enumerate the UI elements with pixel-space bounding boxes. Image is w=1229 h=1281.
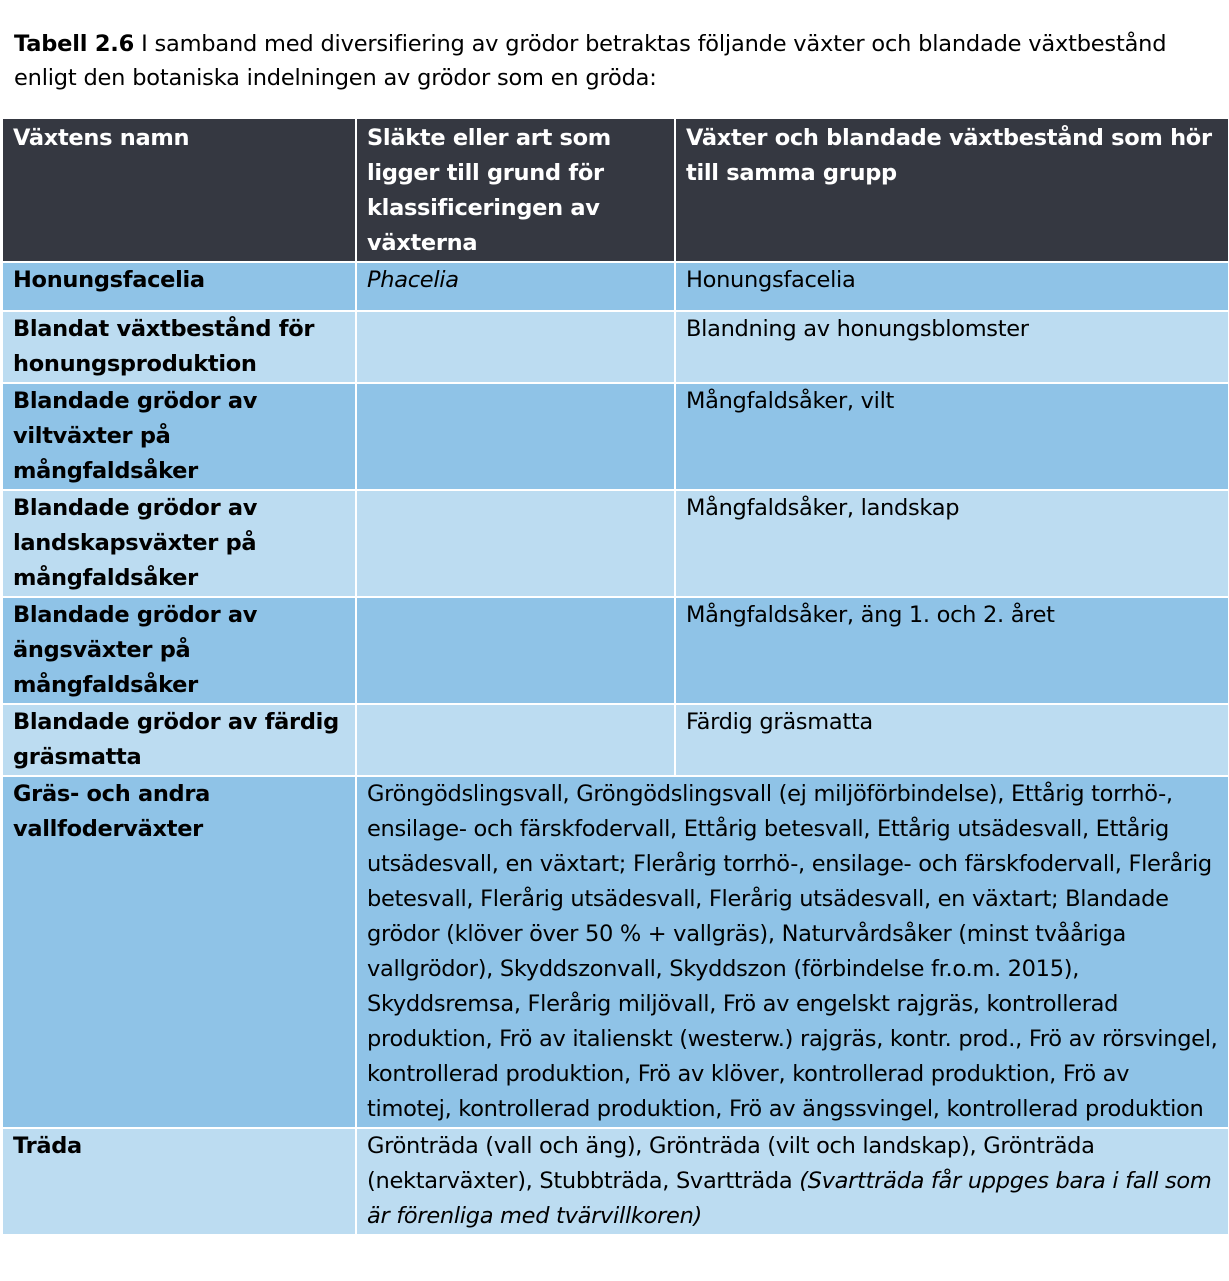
cell-genus [356,383,675,490]
table-row [2,597,1229,704]
table-row [2,490,1229,597]
cell-genus [356,597,675,704]
crop-classification-table [1,117,1229,1236]
cell-group: Färdig gräsmatta [675,704,1229,776]
header-genus: Släkte eller art som ligger till grund för klassificeringen av växterna [356,118,675,262]
cell-group-text: Grönträda (vall och äng), Grönträda (vilt och landskap), Grönträda (nektarväxter), Stubbträda, Svartträda [367,1133,1095,1194]
table-row [2,704,1229,776]
header-same-group: Växter och blandade växtbestånd som hör till samma grupp [675,118,1229,262]
cell-plant-name: Blandade grödor av viltväxter på mångfaldsåker [2,383,356,490]
cell-plant-name: Blandade grödor av landskapsväxter på mångfaldsåker [2,490,356,597]
table-caption [14,27,1214,95]
table-row [2,776,1229,1128]
table-row [2,262,1229,311]
cell-group: Mångfaldsåker, äng 1. och 2. året [675,597,1229,704]
table-row [2,383,1229,490]
cell-group [356,1128,1229,1235]
cell-plant-name: Gräs- och andra vallfoderväxter [2,776,356,1128]
cell-plant-name: Blandade grödor av ängsväxter på mångfaldsåker [2,597,356,704]
cell-group: Mångfaldsåker, landskap [675,490,1229,597]
cell-group: Gröngödslingsvall, Gröngödslingsvall (ej miljöförbindelse), Ettårig torrhö-, ensilage- och färskfodervall, Ettårig betesvall, Ettårig utsädesvall, Ettårig utsädesvall, en växtart; Flerårig torrhö-, ensilage- och färskfodervall, Flerårig betesvall, Flerårig utsädesvall, Flerårig utsädesvall, en växtart; Blandade grödor (klöver över 50 % + vallgräs), Naturvårdsåker (minst tvååriga vallgrödor), Skyddszonvall, Skyddszon (förbindelse fr.o.m. 2015), Skyddsremsa, Flerårig miljövall, Frö av engelskt rajgräs, kontrollerad produktion, Frö av italienskt (westerw.) rajgräs, kontr. prod., Frö av rörsvingel, kontrollerad produktion, Frö av klöver, kontrollerad produktion, Frö av timotej, kontrollerad produktion, Frö av ängssvingel, kontrollerad produktion [356,776,1229,1128]
cell-genus [356,704,675,776]
cell-group-note: (Svartträda får uppges bara i fall som är förenliga med tvärvillkoren) [367,1168,1212,1229]
cell-genus [356,311,675,383]
table-row [2,311,1229,383]
cell-group: Honungsfacelia [675,262,1229,311]
cell-group: Mångfaldsåker, vilt [675,383,1229,490]
cell-genus: Phacelia [356,262,675,311]
header-plant-name: Växtens namn [2,118,356,262]
table-header-row [2,118,1229,262]
caption-label: Tabell 2.6 [14,31,135,57]
cell-group: Blandning av honungsblomster [675,311,1229,383]
cell-plant-name: Blandade grödor av färdig gräsmatta [2,704,356,776]
table-row [2,1128,1229,1235]
caption-text: I samband med diversifiering av grödor betraktas följande växter och blandade växtbestånd enligt den botaniska indelningen av grödor som en gröda: [14,31,1167,91]
cell-genus [356,490,675,597]
cell-plant-name: Honungsfacelia [2,262,356,311]
cell-plant-name: Blandat växtbestånd för honungsproduktion [2,311,356,383]
cell-plant-name: Träda [2,1128,356,1235]
